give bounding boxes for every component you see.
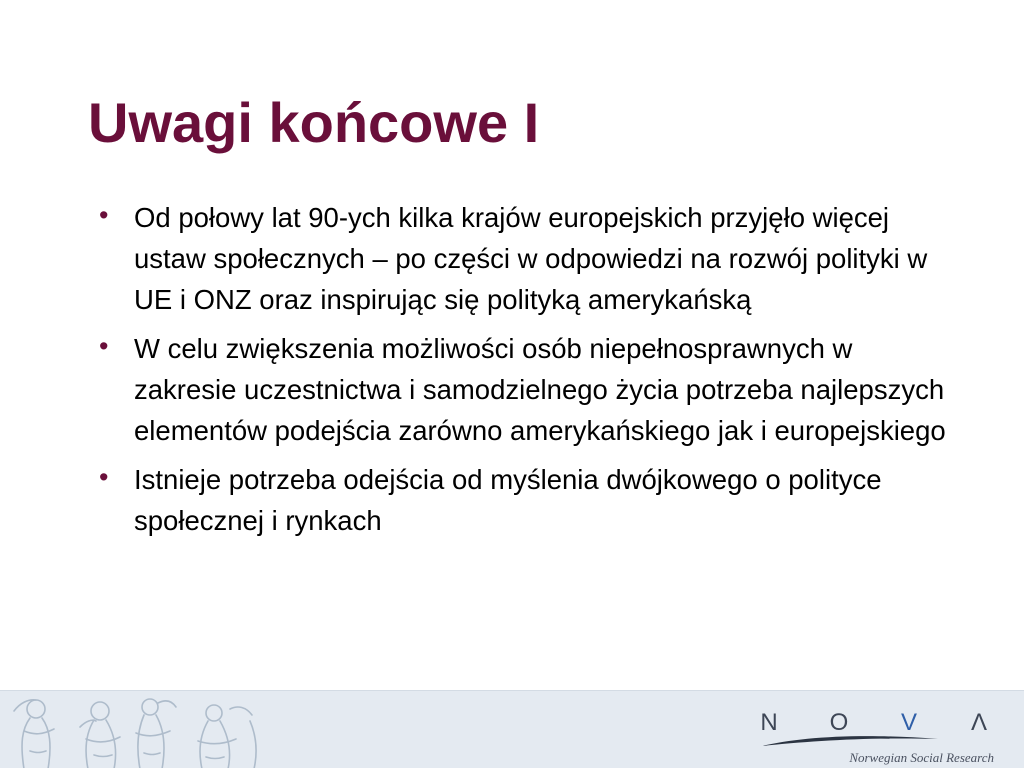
bullet-item [96,459,956,541]
bullet-mark: • [99,462,109,492]
bullet-list [96,197,956,549]
bullet-text: Istnieje potrzeba odejścia od myślenia dwójkowego o polityce społecznej i rynkach [134,464,882,536]
bullet-text: W celu zwiększenia możliwości osób niepełnosprawnych w zakresie uczestnictwa i samodzielnego życia potrzeba najlepszych elementów podejścia zarówno amerykańskiego jak i europejskiego [134,333,946,446]
bullet-mark: • [99,200,109,230]
logo-tagline: Norwegian Social Research [849,750,994,765]
bullet-mark: • [99,331,109,361]
bullet-item [96,328,956,451]
slide-title: Uwagi końcowe I [88,91,540,154]
bullet-text: Od połowy lat 90-ych kilka krajów europejskich przyjęło więcej ustaw społecznych – po części w odpowiedzi na rozwój polityki w UE i ONZ oraz inspirując się polityką amerykańską [134,202,928,315]
logo-letter: V [900,709,917,736]
nova-logo [754,707,994,767]
footer-band [0,690,1024,768]
logo-letter: O [829,709,849,736]
logo-swoosh-icon [760,733,940,749]
classical-figures-frieze-icon [0,691,290,768]
logo-letter: N [760,709,778,736]
bullet-item [96,197,956,320]
logo-letter: Λ [970,709,988,736]
